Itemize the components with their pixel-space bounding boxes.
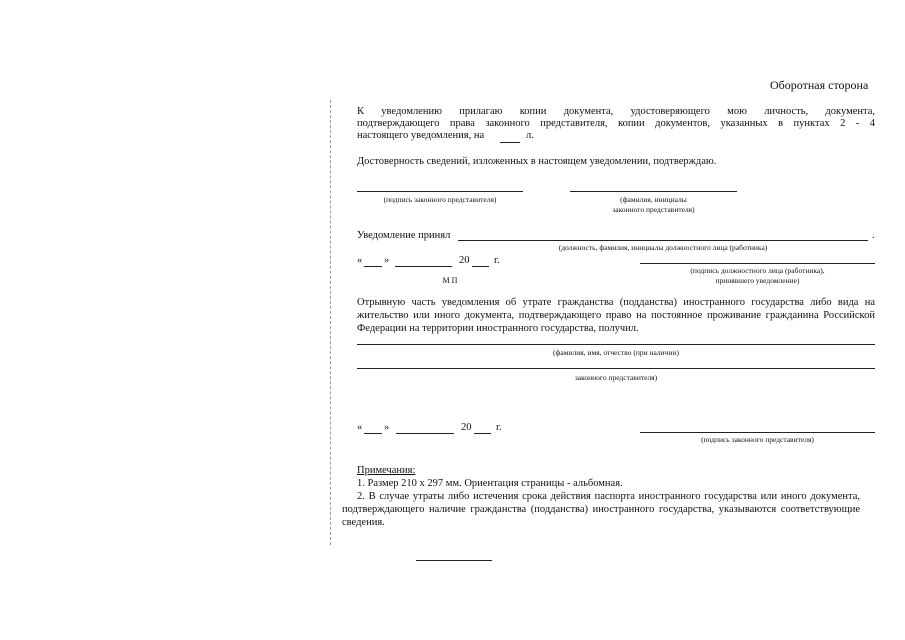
fio-field[interactable] xyxy=(357,344,875,345)
final-rep-signature-caption: (подпись законного представителя) xyxy=(701,435,814,444)
official-signature-caption-1: (подпись должностного лица (работника), xyxy=(690,266,825,275)
note-2-line-1: 2. В случае утраты либо истечения срока действия паспорта иностранного государства или иного документа, xyxy=(357,491,860,502)
detachable-line-2: жительство или иного документа, подтверждающего право на постоянное проживание гражданина Российской xyxy=(357,310,875,321)
note-1: 1. Размер 210 х 297 мм. Ориентация страницы - альбомная. xyxy=(357,478,623,489)
fio-caption: (фамилия, имя, отчество (при наличии) xyxy=(553,348,679,357)
cut-line xyxy=(330,100,331,545)
confirm-text: Достоверность сведений, изложенных в настоящем уведомлении, подтверждаю. xyxy=(357,156,717,167)
accepted-end-dot: . xyxy=(872,230,875,241)
note-2-line-3: сведения. xyxy=(342,517,385,528)
rep-name-caption-1: (фамилия, инициалы xyxy=(620,195,687,204)
date-year-suffix: г. xyxy=(494,255,500,266)
final-date-quote-open: « xyxy=(357,422,363,433)
page-side-label: Оборотная сторона xyxy=(770,78,869,92)
final-rep-signature-field[interactable] xyxy=(640,432,875,433)
rep-field[interactable] xyxy=(357,368,875,369)
attachment-line-3-prefix: настоящего уведомления, на xyxy=(357,130,485,141)
pages-count-field[interactable] xyxy=(500,142,520,143)
accepted-label: Уведомление принял xyxy=(357,230,451,241)
final-date-month-field[interactable] xyxy=(396,433,454,434)
date-quote-close: » xyxy=(384,255,390,266)
detachable-line-1: Отрывную часть уведомления об утрате гражданства (подданства) иностранного государства либо вида на xyxy=(357,297,875,308)
final-date-year-prefix: 20 xyxy=(461,422,472,433)
final-date-year-field[interactable] xyxy=(474,433,491,434)
final-date-quote-close: » xyxy=(384,422,390,433)
rep-name-field[interactable] xyxy=(570,191,737,192)
date-month-field[interactable] xyxy=(395,266,452,267)
official-signature-field[interactable] xyxy=(640,263,875,264)
notes-title: Примечания: xyxy=(357,465,416,476)
detachable-line-3: Федерации на территории иностранного государства, получил. xyxy=(357,323,639,334)
attachment-line-3-suffix: л. xyxy=(526,130,534,141)
official-signature-caption-2: принявшего уведомление) xyxy=(715,276,800,285)
rep-name-caption-2: законного представителя) xyxy=(612,205,695,214)
footer-separator xyxy=(416,560,492,561)
note-2-line-2: подтверждающего наличие гражданства (подданства) иностранного государства, указываются соответствующие xyxy=(342,504,860,515)
date-year-field[interactable] xyxy=(472,266,489,267)
date-quote-open: « xyxy=(357,255,363,266)
official-caption: (должность, фамилия, инициалы должностного лица (работника) xyxy=(558,243,768,252)
final-date-year-suffix: г. xyxy=(496,422,502,433)
date-day-field[interactable] xyxy=(364,266,382,267)
attachment-line-2: подтверждающего права законного представителя, копии документов, указанных в пунктах 2 - 4 xyxy=(357,118,875,129)
rep-signature-caption: (подпись законного представителя) xyxy=(383,195,497,204)
date-year-prefix: 20 xyxy=(459,255,470,266)
attachment-line-1: К уведомлению прилагаю копии документа, удостоверяющего мою личность, документа, xyxy=(357,106,875,117)
final-date-day-field[interactable] xyxy=(364,433,382,434)
stamp-place: М П xyxy=(442,276,458,285)
rep-caption: законного представителя) xyxy=(574,373,658,382)
rep-signature-field[interactable] xyxy=(357,191,523,192)
official-field[interactable] xyxy=(458,240,868,241)
